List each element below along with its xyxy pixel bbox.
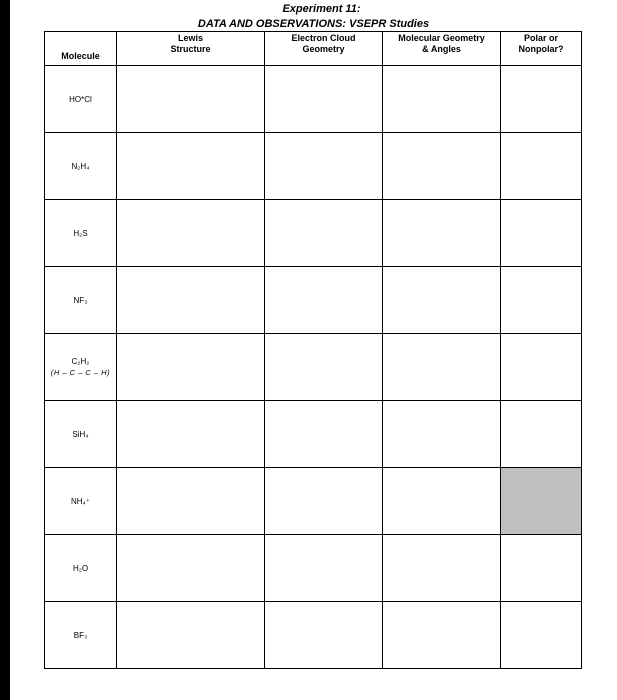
molecular-geometry-cell[interactable] xyxy=(383,267,501,334)
table-row xyxy=(45,267,582,334)
polarity-cell[interactable] xyxy=(501,267,582,334)
lewis-structure-cell[interactable] xyxy=(117,267,265,334)
table-row xyxy=(45,468,582,535)
header-polar-nonpolar xyxy=(501,32,582,66)
lewis-structure-cell[interactable] xyxy=(117,468,265,535)
molecule-cell xyxy=(45,468,117,535)
header-electron-line1: Electron Cloud xyxy=(291,33,356,43)
table-row xyxy=(45,535,582,602)
lewis-structure-cell[interactable] xyxy=(117,401,265,468)
table-header-row xyxy=(45,32,582,66)
molecule-cell xyxy=(45,535,117,602)
molecular-geometry-cell[interactable] xyxy=(383,200,501,267)
electron-geometry-cell[interactable] xyxy=(265,66,383,133)
lewis-structure-cell[interactable] xyxy=(117,133,265,200)
molecule-label: N₂H₄ xyxy=(71,161,90,171)
polarity-cell[interactable] xyxy=(501,535,582,602)
molecule-label: NF₃ xyxy=(73,295,88,305)
section-subtitle: DATA AND OBSERVATIONS: VSEPR Studies xyxy=(197,18,430,30)
molecular-geometry-cell[interactable] xyxy=(383,602,501,669)
molecule-label: H₂O xyxy=(72,563,89,573)
molecule-label: C₂H₂ xyxy=(71,357,90,366)
table-row xyxy=(45,133,582,200)
electron-geometry-cell[interactable] xyxy=(265,334,383,401)
molecule-cell xyxy=(45,267,117,334)
polarity-cell[interactable] xyxy=(501,200,582,267)
molecular-geometry-cell[interactable] xyxy=(383,334,501,401)
polarity-cell[interactable] xyxy=(501,133,582,200)
electron-geometry-cell[interactable] xyxy=(265,401,383,468)
experiment-title: Experiment 11: xyxy=(282,3,361,15)
molecule-label: BF₃ xyxy=(73,630,88,640)
molecule-cell xyxy=(45,602,117,669)
document-page xyxy=(10,0,617,700)
header-molecular-line1: Molecular Geometry xyxy=(398,33,485,43)
electron-geometry-cell[interactable] xyxy=(265,267,383,334)
molecule-cell xyxy=(45,401,117,468)
table-row xyxy=(45,334,582,401)
polarity-cell[interactable] xyxy=(501,602,582,669)
header-electron-line2: Geometry xyxy=(302,44,345,54)
header-molecular-line2: & Angles xyxy=(422,44,461,54)
table-row xyxy=(45,200,582,267)
molecule-cell xyxy=(45,66,117,133)
header-lewis-line1: Lewis xyxy=(177,33,203,43)
molecular-geometry-cell[interactable] xyxy=(383,468,501,535)
molecular-geometry-cell[interactable] xyxy=(383,535,501,602)
electron-geometry-cell[interactable] xyxy=(265,468,383,535)
table-row xyxy=(45,66,582,133)
molecular-geometry-cell[interactable] xyxy=(383,133,501,200)
table-row xyxy=(45,401,582,468)
structure-hint: (H – C – C – H) xyxy=(50,368,111,377)
molecule-label: HO*Cl xyxy=(69,94,92,104)
molecule-cell xyxy=(45,133,117,200)
polarity-cell[interactable] xyxy=(501,334,582,401)
header-molecule xyxy=(45,32,117,66)
molecule-cell xyxy=(45,200,117,267)
lewis-structure-cell[interactable] xyxy=(117,66,265,133)
header-electron-cloud-geometry xyxy=(265,32,383,66)
table-row xyxy=(45,602,582,669)
molecule-label: H₂S xyxy=(73,228,88,238)
electron-geometry-cell[interactable] xyxy=(265,535,383,602)
polarity-cell[interactable] xyxy=(501,401,582,468)
header-polar-line2: Nonpolar? xyxy=(518,44,564,54)
lewis-structure-cell[interactable] xyxy=(117,334,265,401)
electron-geometry-cell[interactable] xyxy=(265,200,383,267)
lewis-structure-cell[interactable] xyxy=(117,602,265,669)
electron-geometry-cell[interactable] xyxy=(265,133,383,200)
header-molecule-label: Molecule xyxy=(61,51,100,61)
molecule-label: NH₄⁺ xyxy=(70,496,91,506)
vsepr-data-table xyxy=(44,31,582,669)
header-molecular-geometry xyxy=(383,32,501,66)
electron-geometry-cell[interactable] xyxy=(265,602,383,669)
lewis-structure-cell[interactable] xyxy=(117,200,265,267)
polarity-cell-shaded xyxy=(501,468,582,535)
header-lewis-line2: Structure xyxy=(170,44,211,54)
header-polar-line1: Polar or xyxy=(523,33,558,43)
polarity-cell[interactable] xyxy=(501,66,582,133)
header-lewis-structure xyxy=(117,32,265,66)
molecular-geometry-cell[interactable] xyxy=(383,66,501,133)
molecule-label: SiH₄ xyxy=(72,429,89,439)
lewis-structure-cell[interactable] xyxy=(117,535,265,602)
molecule-cell xyxy=(45,334,117,401)
molecular-geometry-cell[interactable] xyxy=(383,401,501,468)
